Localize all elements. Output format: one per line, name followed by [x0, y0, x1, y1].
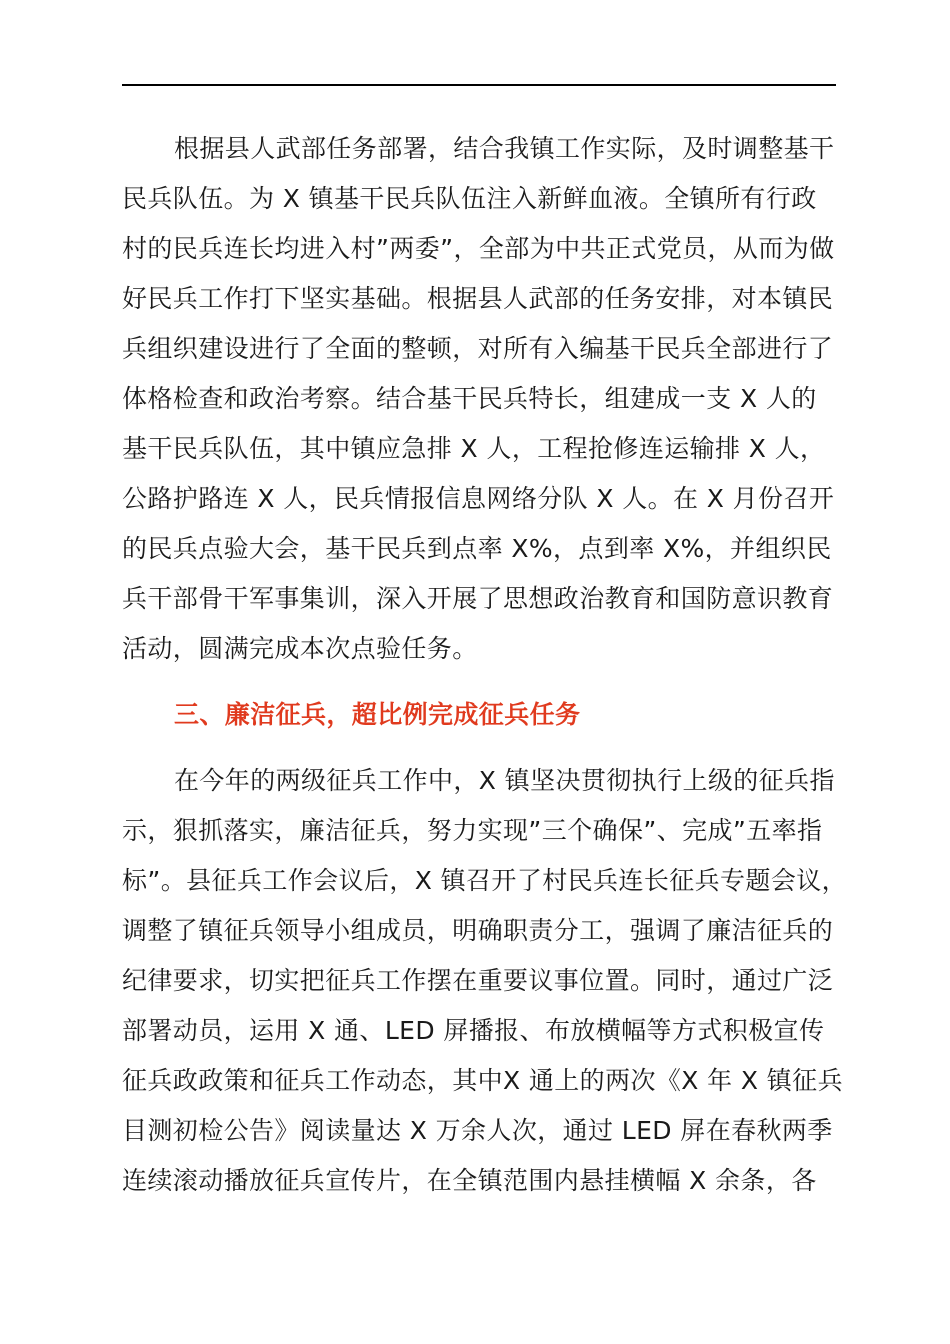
section-heading: 三、廉洁征兵，超比例完成征兵任务	[174, 700, 581, 729]
text-line: 根据县人武部任务部署，结合我镇工作实际，及时调整基干	[174, 134, 835, 163]
text-line: 征兵政政策和征兵工作动态，其中X 通上的两次《X 年 X 镇征兵	[122, 1066, 843, 1095]
text-line: 体格检查和政治考察。结合基干民兵特长，组建成一支 X 人的	[122, 384, 817, 413]
text-line: 兵干部骨干军事集训，深入开展了思想政治教育和国防意识教育	[122, 584, 834, 613]
text-line: 好民兵工作打下坚实基础。根据县人武部的任务安排，对本镇民	[122, 284, 834, 313]
spacer	[122, 674, 852, 690]
text-line: 在今年的两级征兵工作中，X 镇坚决贯彻执行上级的征兵指	[174, 766, 835, 795]
text-line: 基干民兵队伍，其中镇应急排 X 人，工程抢修连运输排 X 人，	[122, 434, 826, 463]
text-line: 村的民兵连长均进入村”两委”，全部为中共正式党员，从而为做	[122, 234, 835, 263]
paragraph-personnel	[122, 124, 852, 674]
text-line: 兵组织建设进行了全面的整顿，对所有入编基干民兵全部进行了	[122, 334, 834, 363]
paragraph-conscription	[122, 756, 852, 1206]
text-line: 民兵队伍。为 X 镇基干民兵队伍注入新鲜血液。全镇所有行政	[122, 184, 817, 213]
text-line: 连续滚动播放征兵宣传片，在全镇范围内悬挂横幅 X 余条，各	[122, 1166, 817, 1195]
text-line: 标”。县征兵工作会议后，X 镇召开了村民兵连长征兵专题会议，	[122, 866, 848, 895]
document-body	[122, 124, 852, 1206]
text-line: 的民兵点验大会，基干民兵到点率 X%，点到率 X%，并组织民	[122, 534, 832, 563]
text-line: 调整了镇征兵领导小组成员，明确职责分工，强调了廉洁征兵的	[122, 916, 834, 945]
text-line: 部署动员，运用 X 通、LED 屏播报、布放横幅等方式积极宣传	[122, 1016, 825, 1045]
text-line: 活动，圆满完成本次点验任务。	[122, 634, 478, 663]
text-line: 公路护路连 X 人，民兵情报信息网络分队 X 人。在 X 月份召开	[122, 484, 835, 513]
spacer	[122, 740, 852, 756]
text-line: 示，狠抓落实，廉洁征兵，努力实现”三个确保”、完成”五率指	[122, 816, 823, 845]
header-rule	[122, 84, 836, 86]
text-line: 目测初检公告》阅读量达 X 万余人次，通过 LED 屏在春秋两季	[122, 1116, 833, 1145]
text-line: 纪律要求，切实把征兵工作摆在重要议事位置。同时，通过广泛	[122, 966, 834, 995]
